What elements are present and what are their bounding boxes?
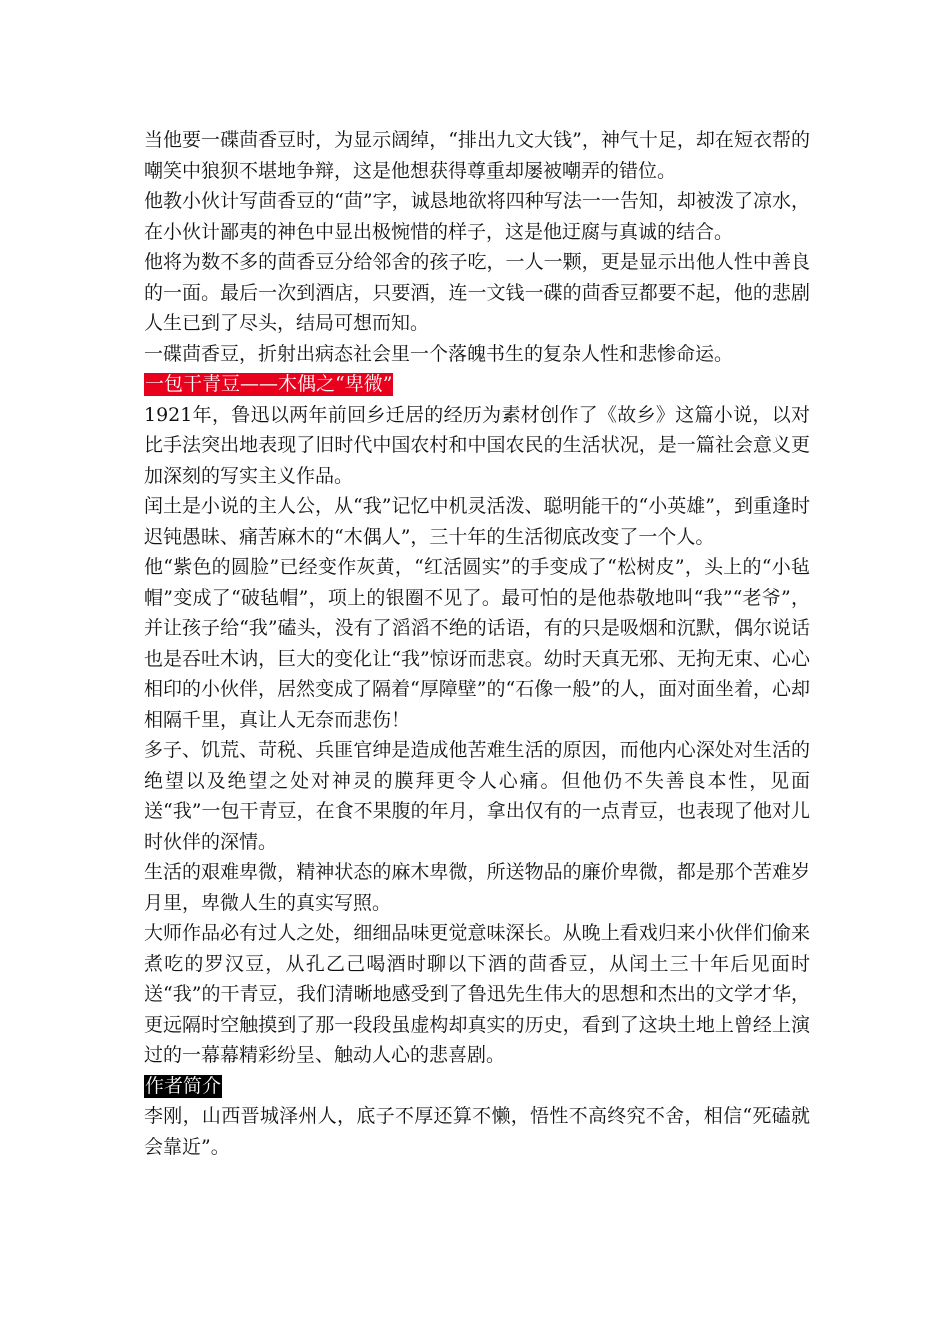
paragraph: 1921年，鲁迅以两年前回乡迁居的经历为素材创作了《故乡》这篇小说，以对比手法突出地表现了旧时代中国农村和中国农民的生活状况，是一篇社会意义更加深刻的写实主义作品。: [144, 403, 810, 487]
paragraph: 生活的艰难卑微，精神状态的麻木卑微，所送物品的廉价卑微，都是那个苦难岁月里，卑微人生的真实写照。: [144, 861, 810, 914]
paragraph: 他“紫色的圆脸”已经变作灰黄，“红活圆实”的手变成了“松树皮”，头上的“小毡帽”变成了“破毡帽”，项上的银圈不见了。最可怕的是他恭敬地叫“我”“老爷”，并让孩子给“我”磕头，没有了滔滔不绝的话语，有的只是吸烟和沉默，偶尔说话也是吞吐木讷，巨大的变化让“我”惊讶而悲哀。幼时天真无邪、无拘无束、心心相印的小伙伴，居然变成了隔着“厚障壁”的“石像一般”的人，面对面坐着，心却相隔千里，真让人无奈而悲伤！: [144, 556, 810, 731]
author-heading-text: 作者简介: [145, 1074, 222, 1097]
author-bio: 李刚，山西晋城泽州人，底子不厚还算不懒，悟性不高终究不舍，相信“死磕就会靠近”。: [144, 1105, 810, 1158]
paragraph: 多子、饥荒、苛税、兵匪官绅是造成他苦难生活的原因，而他内心深处对生活的绝望以及绝望之处对神灵的膜拜更令人心痛。但他仍不失善良本性，见面送“我”一包干青豆，在食不果腹的年月，拿出仅有的一点青豆，也表现了他对儿时伙伴的深情。: [144, 739, 810, 853]
paragraph: 他教小伙计写茴香豆的“茴”字，诚恳地欲将四种写法一一告知，却被泼了凉水，在小伙计鄙夷的神色中显出极惋惜的样子，这是他迂腐与真诚的结合。: [144, 190, 810, 243]
author-heading: [144, 1071, 810, 1102]
document-body: [144, 125, 810, 1162]
paragraph: 大师作品必有过人之处，细细品味更觉意味深长。从晚上看戏归来小伙伴们偷来煮吃的罗汉豆，从孔乙己喝酒时聊以下酒的茴香豆，从闰土三十年后见面时送“我”的干青豆，我们清晰地感受到了鲁迅先生伟大的思想和杰出的文学才华，更远隔时空触摸到了那一段段虽虚构却真实的历史，看到了这块土地上曾经上演过的一幕幕精彩纷呈、触动人心的悲喜剧。: [144, 922, 810, 1066]
paragraph: 一碟茴香豆，折射出病态社会里一个落魄书生的复杂人性和悲惨命运。: [144, 342, 734, 365]
paragraph: 他将为数不多的茴香豆分给邻舍的孩子吃，一人一颗，更是显示出他人性中善良的一面。最后一次到酒店，只要酒，连一文钱一碟的茴香豆都要不起，他的悲剧人生已到了尽头，结局可想而知。: [144, 251, 810, 334]
section-heading-text: 一包干青豆——木偶之“卑微”: [145, 373, 393, 395]
section-heading: [144, 369, 810, 400]
paragraph: 当他要一碟茴香豆时，为显示阔绰，“排出九文大钱”，神气十足，却在短衣帮的嘲笑中狼狈不堪地争辩，这是他想获得尊重却屡被嘲弄的错位。: [144, 129, 810, 182]
paragraph: 闰土是小说的主人公，从“我”记忆中机灵活泼、聪明能干的“小英雄”，到重逢时迟钝愚昧、痛苦麻木的“木偶人”，三十年的生活彻底改变了一个人。: [144, 495, 810, 548]
